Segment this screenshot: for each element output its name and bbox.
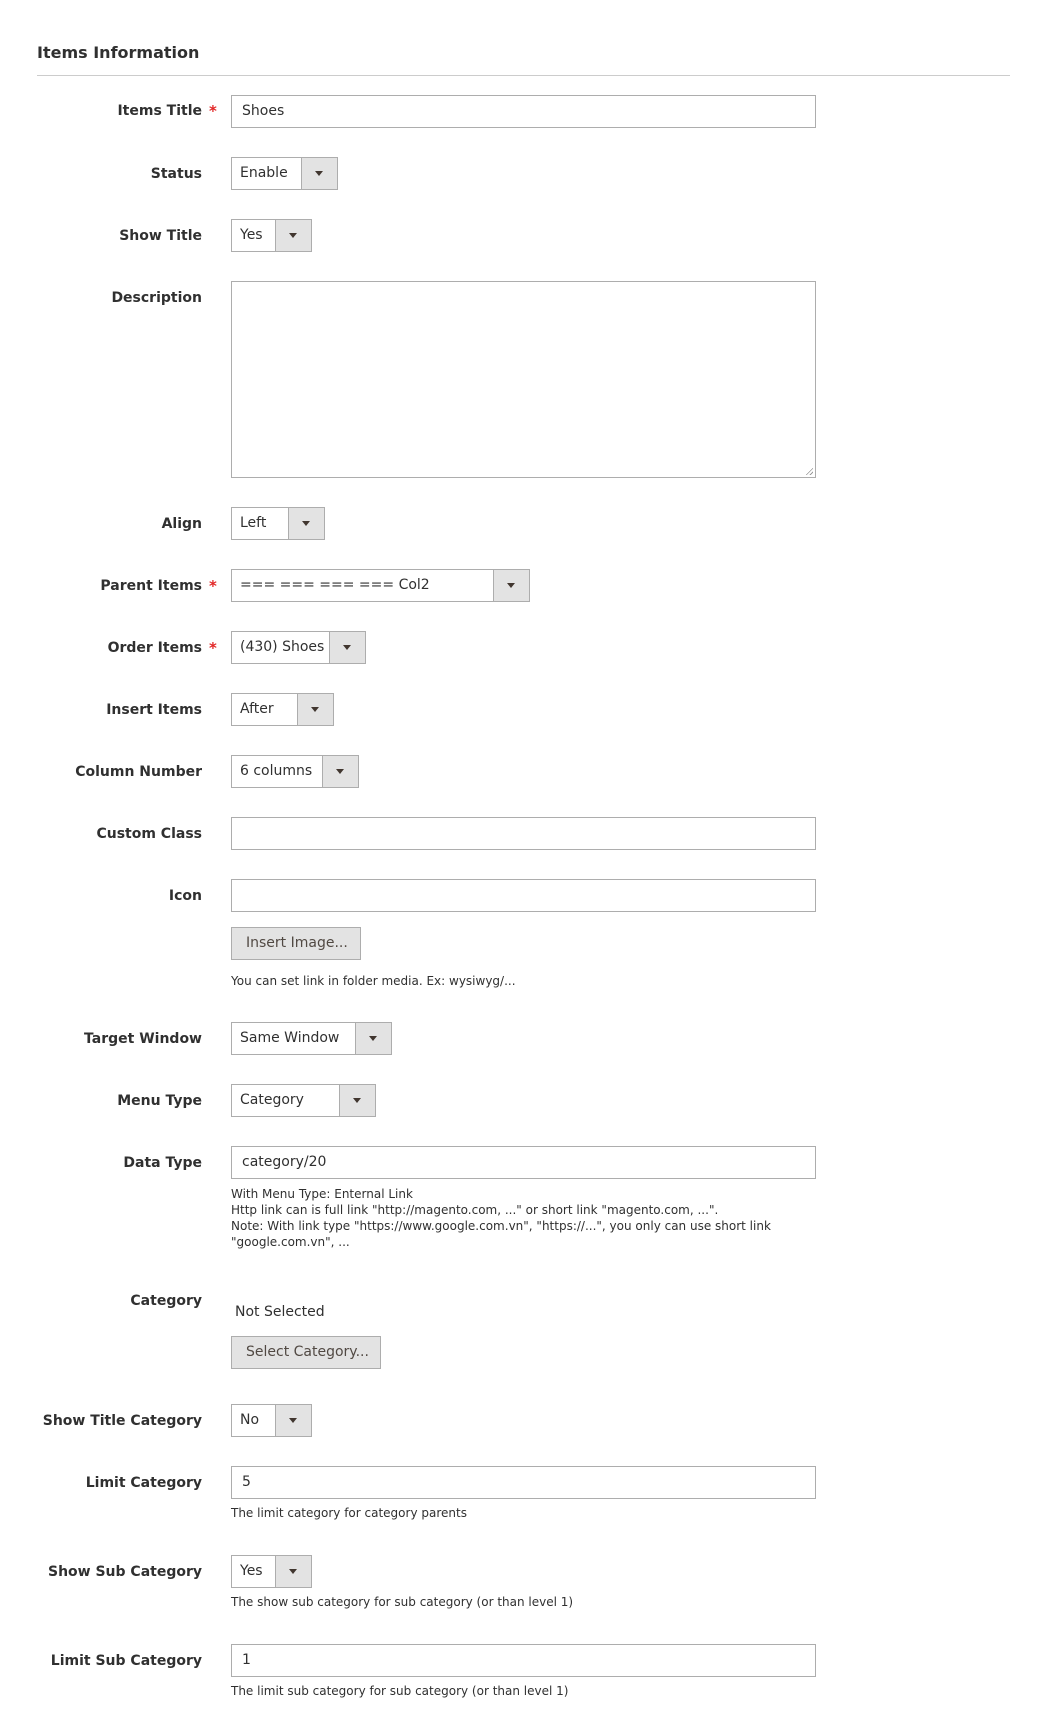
insert-image-button[interactable]: Insert Image...: [231, 927, 361, 960]
limit-sub-category-label: Limit Sub Category: [50, 1653, 202, 1669]
status-label: Status: [150, 166, 202, 182]
chevron-down-icon: [339, 1085, 375, 1116]
parent-items-select[interactable]: [231, 569, 530, 602]
section-title: Items Information: [37, 43, 200, 62]
category-label: Category: [130, 1293, 202, 1309]
chevron-down-icon: [297, 694, 333, 725]
required-mark: *: [209, 102, 217, 120]
data-type-note-line: Http link can is full link "http://magento.com, ..." or short link "magento.com, ...".: [231, 1203, 719, 1217]
parent-items-label: Parent Items: [100, 578, 202, 594]
column-number-value: 6 columns: [240, 763, 313, 779]
show-sub-category-value: Yes: [240, 1563, 263, 1579]
icon-note: You can set link in folder media. Ex: wysiwyg/...: [231, 974, 516, 988]
align-value: Left: [240, 515, 267, 531]
chevron-down-icon: [275, 220, 311, 251]
status-select[interactable]: [231, 157, 338, 190]
data-type-note-line: With Menu Type: Enternal Link: [231, 1187, 413, 1201]
order-items-select[interactable]: [231, 631, 366, 664]
data-type-label: Data Type: [123, 1155, 202, 1171]
insert-items-value: After: [240, 701, 274, 717]
custom-class-label: Custom Class: [96, 826, 202, 842]
insert-items-select[interactable]: [231, 693, 334, 726]
data-type-note-line: "google.com.vn", ...: [231, 1235, 350, 1249]
chevron-down-icon: [493, 570, 529, 601]
category-value: Not Selected: [235, 1304, 325, 1320]
icon-input[interactable]: [231, 879, 816, 912]
chevron-down-icon: [275, 1556, 311, 1587]
limit-category-input[interactable]: 5: [231, 1466, 816, 1499]
items-title-input[interactable]: Shoes: [231, 95, 816, 128]
parent-items-value: === === === === Col2: [240, 577, 430, 593]
data-type-note-line: Note: With link type "https://www.google.com.vn", "https://...", you only can use short link: [231, 1219, 771, 1233]
show-title-value: Yes: [240, 227, 263, 243]
limit-sub-category-input[interactable]: 1: [231, 1644, 816, 1677]
icon-label: Icon: [168, 888, 202, 904]
target-window-label: Target Window: [84, 1031, 202, 1047]
description-label: Description: [111, 290, 202, 306]
order-items-label: Order Items: [107, 640, 202, 656]
menu-type-label: Menu Type: [117, 1093, 202, 1109]
show-title-select[interactable]: [231, 219, 312, 252]
status-value: Enable: [240, 165, 288, 181]
column-number-select[interactable]: [231, 755, 359, 788]
target-window-value: Same Window: [240, 1030, 340, 1046]
menu-type-select[interactable]: [231, 1084, 376, 1117]
show-title-category-select[interactable]: [231, 1404, 312, 1437]
limit-category-note: The limit category for category parents: [231, 1506, 467, 1520]
limit-category-label: Limit Category: [85, 1475, 202, 1491]
resize-handle-icon[interactable]: [805, 467, 813, 475]
menu-type-value: Category: [240, 1092, 304, 1108]
select-category-button[interactable]: Select Category...: [231, 1336, 381, 1369]
chevron-down-icon: [275, 1405, 311, 1436]
order-items-value: (430) Shoes: [240, 639, 325, 655]
custom-class-input[interactable]: [231, 817, 816, 850]
data-type-input[interactable]: category/20: [231, 1146, 816, 1179]
insert-items-label: Insert Items: [106, 702, 202, 718]
show-sub-category-label: Show Sub Category: [48, 1564, 202, 1580]
show-title-label: Show Title: [119, 228, 202, 244]
show-sub-category-select[interactable]: [231, 1555, 312, 1588]
items-title-label: Items Title: [117, 103, 202, 119]
column-number-label: Column Number: [75, 764, 202, 780]
align-select[interactable]: [231, 507, 325, 540]
limit-sub-category-note: The limit sub category for sub category (or than level 1): [231, 1684, 569, 1698]
section-divider: [37, 75, 1010, 76]
chevron-down-icon: [355, 1023, 391, 1054]
show-title-category-value: No: [240, 1412, 260, 1428]
required-mark: *: [209, 577, 217, 595]
show-title-category-label: Show Title Category: [42, 1413, 202, 1429]
chevron-down-icon: [288, 508, 324, 539]
chevron-down-icon: [322, 756, 358, 787]
align-label: Align: [161, 516, 202, 532]
target-window-select[interactable]: [231, 1022, 392, 1055]
chevron-down-icon: [329, 632, 365, 663]
chevron-down-icon: [301, 158, 337, 189]
description-textarea[interactable]: [231, 281, 816, 478]
required-mark: *: [209, 639, 217, 657]
show-sub-category-note: The show sub category for sub category (or than level 1): [231, 1595, 574, 1609]
